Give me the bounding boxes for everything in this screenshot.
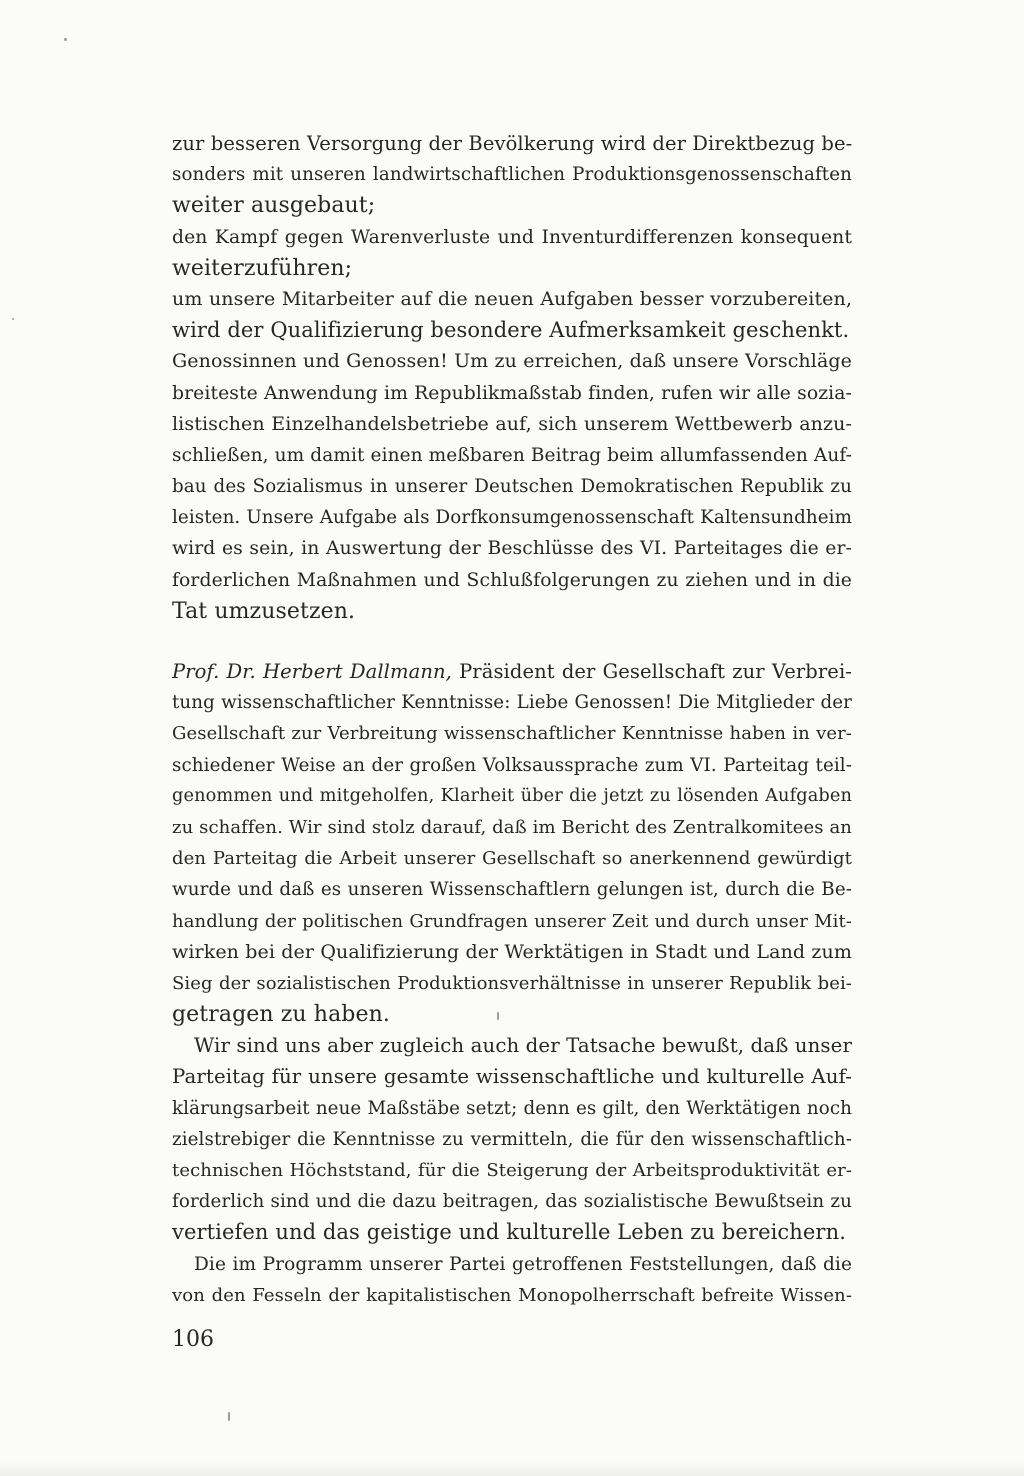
text-line: Parteitag für unsere gesamte wissenschaftliche und kulturelle Auf- <box>172 1065 852 1089</box>
body-text-top <box>172 128 852 627</box>
text-line: breiteste Anwendung im Republikmaßstab finden, rufen wir alle sozia- <box>172 382 852 404</box>
speaker-role: Präsident der Gesellschaft zur Verbrei- <box>451 660 852 683</box>
text-line: um unsere Mitarbeiter auf die neuen Aufgaben besser vorzubereiten, <box>172 287 852 310</box>
page-number: 106 <box>172 1327 214 1352</box>
page-bottom-edge <box>0 1462 1024 1476</box>
text-line: handlung der politischen Grundfragen unserer Zeit und durch unser Mit- <box>172 910 852 932</box>
text-line: weiterzuführen; <box>172 255 353 281</box>
text-line: forderlich sind und die dazu beitragen, das sozialistische Bewußtsein zu <box>172 1191 852 1213</box>
text-line: zu schaffen. Wir sind stolz darauf, daß im Bericht des Zentralkomitees an <box>172 816 852 838</box>
text-line: zur besseren Versorgung der Bevölkerung wird der Direktbezug be- <box>172 132 853 155</box>
text-line: sonders mit unseren landwirtschaftlichen Produktionsgenossenschaften <box>172 164 852 186</box>
text-line: den Parteitag die Arbeit unserer Gesellschaft so anerkennend gewürdigt <box>172 848 852 870</box>
text-line: vertiefen und das geistige und kulturelle Leben zu bereichern. <box>172 1220 846 1245</box>
text-line: zielstrebiger die Kenntnisse zu vermitteln, die für den wissenschaftlich- <box>172 1128 852 1150</box>
text-line: schiedener Weise an der großen Volksaussprache zum VI. Parteitag teil- <box>172 754 852 776</box>
text-line: forderlichen Maßnahmen und Schlußfolgerungen zu ziehen und in die <box>172 569 852 591</box>
text-line: Tat umzusetzen. <box>172 598 356 624</box>
text-line: wird der Qualifizierung besondere Aufmerksamkeit geschenkt. <box>172 318 850 343</box>
body-text-speech <box>172 656 852 1311</box>
text-line: bau des Sozialismus in unserer Deutschen Demokratischen Republik zu <box>172 476 852 498</box>
paper-speck <box>497 1012 499 1020</box>
text-line: tung wissenschaftlicher Kenntnisse: Liebe Genossen! Die Mitglieder der <box>172 692 852 714</box>
paper-speck <box>64 38 67 41</box>
text-line: wird es sein, in Auswertung der Beschlüsse des VI. Parteitages die er- <box>172 538 852 560</box>
text-line: technischen Höchststand, für die Steigerung der Arbeitsproduktivität er- <box>172 1160 852 1181</box>
text-line: Sieg der sozialistischen Produktionsverhältnisse in unserer Republik bei- <box>172 972 852 994</box>
text-line: Genossinnen und Genossen! Um zu erreichen, daß unsere Vorschläge <box>172 350 852 373</box>
speaker-line <box>172 656 852 687</box>
text-line: den Kampf gegen Warenverluste und Inventurdifferenzen konsequent <box>172 226 852 248</box>
text-line: listischen Einzelhandelsbetriebe auf, sich unserem Wettbewerb anzu- <box>172 412 852 435</box>
text-line: leisten. Unsere Aufgabe als Dorfkonsumgenossenschaft Kaltensundheim <box>172 507 852 529</box>
text-line: Wir sind uns aber zugleich auch der Tatsache bewußt, daß unser <box>194 1034 852 1058</box>
text-line: wirken bei der Qualifizierung der Werktätigen in Stadt und Land zum <box>172 940 852 963</box>
text-line: Gesellschaft zur Verbreitung wissenschaftlicher Kenntnisse haben in ver- <box>172 723 852 745</box>
text-line: getragen zu haben. <box>172 1002 390 1028</box>
text-line: Die im Programm unserer Partei getroffenen Feststellungen, daß die <box>194 1253 852 1275</box>
paper-speck <box>228 1412 230 1421</box>
speaker-name: Prof. Dr. Herbert Dallmann, <box>172 660 452 683</box>
text-line: klärungsarbeit neue Maßstäbe setzt; denn es gilt, den Werktätigen noch <box>172 1097 852 1119</box>
paper-speck <box>12 318 14 320</box>
text-line: weiter ausgebaut; <box>172 193 376 219</box>
text-line: von den Fesseln der kapitalistischen Monopolherrschaft befreite Wissen- <box>172 1284 852 1306</box>
text-line: schließen, um damit einen meßbaren Beitrag beim allumfassenden Auf- <box>172 444 853 466</box>
text-line: wurde und daß es unseren Wissenschaftlern gelungen ist, durch die Be- <box>172 879 852 901</box>
text-line: genommen und mitgeholfen, Klarheit über die jetzt zu lösenden Aufgaben <box>172 785 852 806</box>
